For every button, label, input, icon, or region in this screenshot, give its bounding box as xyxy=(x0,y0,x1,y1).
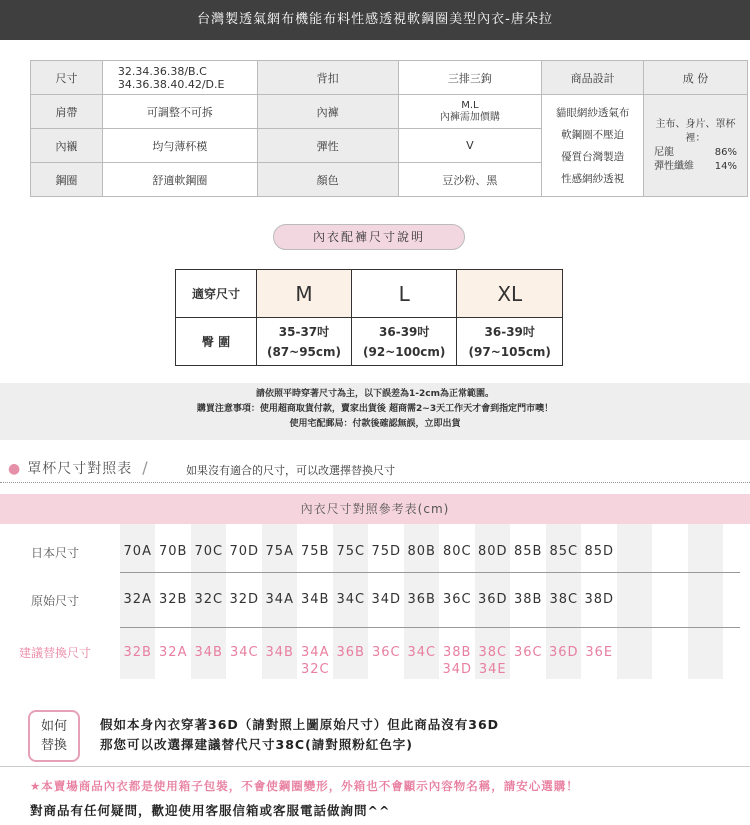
orig-cell: 38D xyxy=(584,592,615,607)
alt-cell: 34C xyxy=(229,645,259,660)
packaging-notice: ★本賣場商品內衣都是使用箱子包裝，不會使鋼圈變形，外箱也不會顯示內容物名稱，請安心選購！ xyxy=(30,779,579,793)
spec-design-label: 商品設計 xyxy=(542,61,644,95)
jp-cell: 70C xyxy=(194,544,224,559)
spec-strap-label: 肩帶 xyxy=(31,95,103,129)
comp-2-name: 彈性纖維 xyxy=(654,160,695,172)
alt-cell: 36C xyxy=(513,645,543,660)
cup-table xyxy=(0,524,750,679)
hip-range-xl: (97~105cm) xyxy=(468,344,551,359)
orig-cell: 34C xyxy=(336,592,366,607)
orig-cell: 38C xyxy=(549,592,579,607)
spec-composition xyxy=(644,95,748,197)
orig-cell: 32D xyxy=(229,592,260,607)
how-badge-line-2: 替換 xyxy=(40,738,67,753)
spec-inner-value-2: 內褲需加價購 xyxy=(439,111,500,123)
orig-size-label: 原始尺寸 xyxy=(30,594,79,608)
jp-cell: 70D xyxy=(229,544,260,559)
alt-cell: 34A 32C xyxy=(300,645,330,677)
hip-range-l: (92~100cm) xyxy=(363,344,446,359)
cup-table-title: 內衣尺寸對照參考表(cm) xyxy=(0,494,750,524)
brief-hip-label: 臀 圍 xyxy=(176,318,257,366)
jp-cell: 85B xyxy=(514,544,543,559)
how-badge xyxy=(28,710,80,762)
spec-color-label: 顏色 xyxy=(257,163,398,197)
spec-strap-value: 可調整不可拆 xyxy=(102,95,257,129)
comp-intro: 主布、身片、罩杯裡： xyxy=(655,118,736,144)
dotted-divider xyxy=(0,482,750,483)
alt-cell: 36B xyxy=(336,645,365,660)
footer-divider xyxy=(0,766,750,767)
how-line-2: 那您可以改選擇建議替代尺寸38C(請對照粉紅色字) xyxy=(100,737,413,752)
orig-cell: 36B xyxy=(407,592,436,607)
brief-hip-m xyxy=(257,318,352,366)
alt-cell: 32B xyxy=(123,645,152,660)
spec-size-value-1: 32.34.36.38/B.C xyxy=(117,64,207,78)
brief-size-m: M xyxy=(257,270,352,318)
brief-size-table xyxy=(175,269,563,366)
cup-section-title xyxy=(8,458,159,478)
spec-inner-value xyxy=(398,95,542,129)
spec-color-value: 豆沙粉、黑 xyxy=(398,163,542,197)
how-explanation xyxy=(100,715,499,755)
comp-2-pct: 14% xyxy=(714,160,737,172)
spec-back-label: 背扣 xyxy=(257,61,398,95)
spec-lining-value: 均勻薄杯模 xyxy=(102,129,257,163)
jp-cell: 80D xyxy=(477,544,508,559)
hip-inch-xl: 36-39吋 xyxy=(484,324,535,339)
spec-wire-value: 舒適軟鋼圈 xyxy=(102,163,257,197)
spec-back-value: 三排三鉤 xyxy=(398,61,542,95)
brief-hip-l xyxy=(351,318,457,366)
notice-line-1: 請依照平時穿著尺寸為主，以下誤差為1-2cm為正常範圍。 xyxy=(256,389,494,399)
cup-subtitle: 如果沒有適合的尺寸，可以改選擇替換尺寸 xyxy=(186,464,395,477)
alt-cell: 36D xyxy=(548,645,579,660)
orig-cell: 36D xyxy=(477,592,508,607)
contact-notice: 對商品有任何疑問，歡迎使用客服信箱或客服電話做詢問^^ xyxy=(30,803,391,818)
comp-1-pct: 86% xyxy=(714,146,737,158)
alt-cell: 34B xyxy=(194,645,223,660)
orig-cell: 34A xyxy=(265,592,294,607)
alt-cell: 36E xyxy=(585,645,614,660)
jp-cell: 75A xyxy=(265,544,294,559)
row-divider xyxy=(120,627,740,628)
jp-cell: 75C xyxy=(336,544,366,559)
orig-cell: 32A xyxy=(123,592,152,607)
alt-cell: 38C 34E xyxy=(478,645,508,677)
spec-inner-value-1: M.L xyxy=(461,99,479,111)
jp-cell: 70A xyxy=(123,544,152,559)
alt-cell: 34C xyxy=(407,645,437,660)
design-line-3: 優質台灣製造 xyxy=(561,150,625,163)
spec-size-value xyxy=(102,61,257,95)
orig-cell: 32C xyxy=(194,592,224,607)
jp-cell: 80B xyxy=(407,544,436,559)
orig-cell: 36C xyxy=(442,592,472,607)
jp-size-label: 日本尺寸 xyxy=(30,546,79,560)
design-line-1: 貓眼網紗透氣布 xyxy=(555,106,630,119)
hip-inch-l: 36-39吋 xyxy=(379,324,430,339)
jp-cell: 80C xyxy=(442,544,472,559)
spec-design-text xyxy=(542,95,644,197)
spec-size-value-2: 34.36.38.40.42/D.E xyxy=(117,77,225,91)
hip-range-m: (87~95cm) xyxy=(266,344,341,359)
brief-hip-xl xyxy=(457,318,563,366)
orig-cell: 32B xyxy=(159,592,188,607)
notice-line-3: 使用宅配郵局：付款後確認無誤，立即出貨 xyxy=(289,419,461,429)
spec-elastic-value: V xyxy=(398,129,542,163)
design-line-2: 軟鋼圈不壓迫 xyxy=(561,128,625,141)
brief-size-l: L xyxy=(351,270,457,318)
brief-size-xl: XL xyxy=(457,270,563,318)
slash-divider-icon: / xyxy=(142,458,149,477)
alt-size-row xyxy=(120,644,750,678)
hip-inch-m: 35-37吋 xyxy=(278,324,330,339)
alt-cell: 34B xyxy=(265,645,294,660)
spec-lining-label: 內襯 xyxy=(31,129,103,163)
spec-wire-label: 鋼圈 xyxy=(31,163,103,197)
alt-size-label: 建議替換尺寸 xyxy=(18,646,91,660)
orig-cell: 38B xyxy=(514,592,543,607)
jp-cell: 75D xyxy=(371,544,402,559)
page-title: 台灣製透氣網布機能布料性感透視軟鋼圈美型內衣-唐朵拉 xyxy=(0,0,750,40)
orig-size-row xyxy=(120,592,750,607)
brief-title: 內衣配褲尺寸說明 xyxy=(273,224,465,250)
jp-cell: 70B xyxy=(159,544,188,559)
spec-elastic-label: 彈性 xyxy=(257,129,398,163)
row-divider xyxy=(120,572,740,573)
jp-size-row xyxy=(120,544,750,559)
spec-size-label: 尺寸 xyxy=(31,61,103,95)
bullet-dot-icon: ● xyxy=(8,461,22,477)
spec-comp-label: 成 份 xyxy=(644,61,748,95)
cup-title-text: 罩杯尺寸對照表 xyxy=(27,461,133,477)
jp-cell: 85D xyxy=(584,544,615,559)
comp-1-name: 尼龍 xyxy=(654,146,675,158)
jp-cell: 75B xyxy=(301,544,330,559)
spec-table xyxy=(30,60,748,197)
how-badge-line-1: 如何 xyxy=(40,719,67,734)
brief-label: 適穿尺寸 xyxy=(176,270,257,318)
jp-cell: 85C xyxy=(549,544,579,559)
orig-cell: 34D xyxy=(371,592,402,607)
how-line-1: 假如本身內衣穿著36D（請對照上圖原始尺寸）但此商品沒有36D xyxy=(100,717,500,732)
notice-line-2: 購買注意事項：使用超商取貨付款，賣家出貨後 超商需2~3天工作天才會到指定門市噢！ xyxy=(196,404,554,414)
design-line-4: 性感網紗透視 xyxy=(561,172,625,185)
alt-cell: 32A xyxy=(159,645,188,660)
orig-cell: 34B xyxy=(301,592,330,607)
alt-cell: 36C xyxy=(371,645,401,660)
alt-cell: 38B 34D xyxy=(442,645,473,677)
notice-box xyxy=(0,383,750,440)
spec-inner-label: 內褲 xyxy=(257,95,398,129)
